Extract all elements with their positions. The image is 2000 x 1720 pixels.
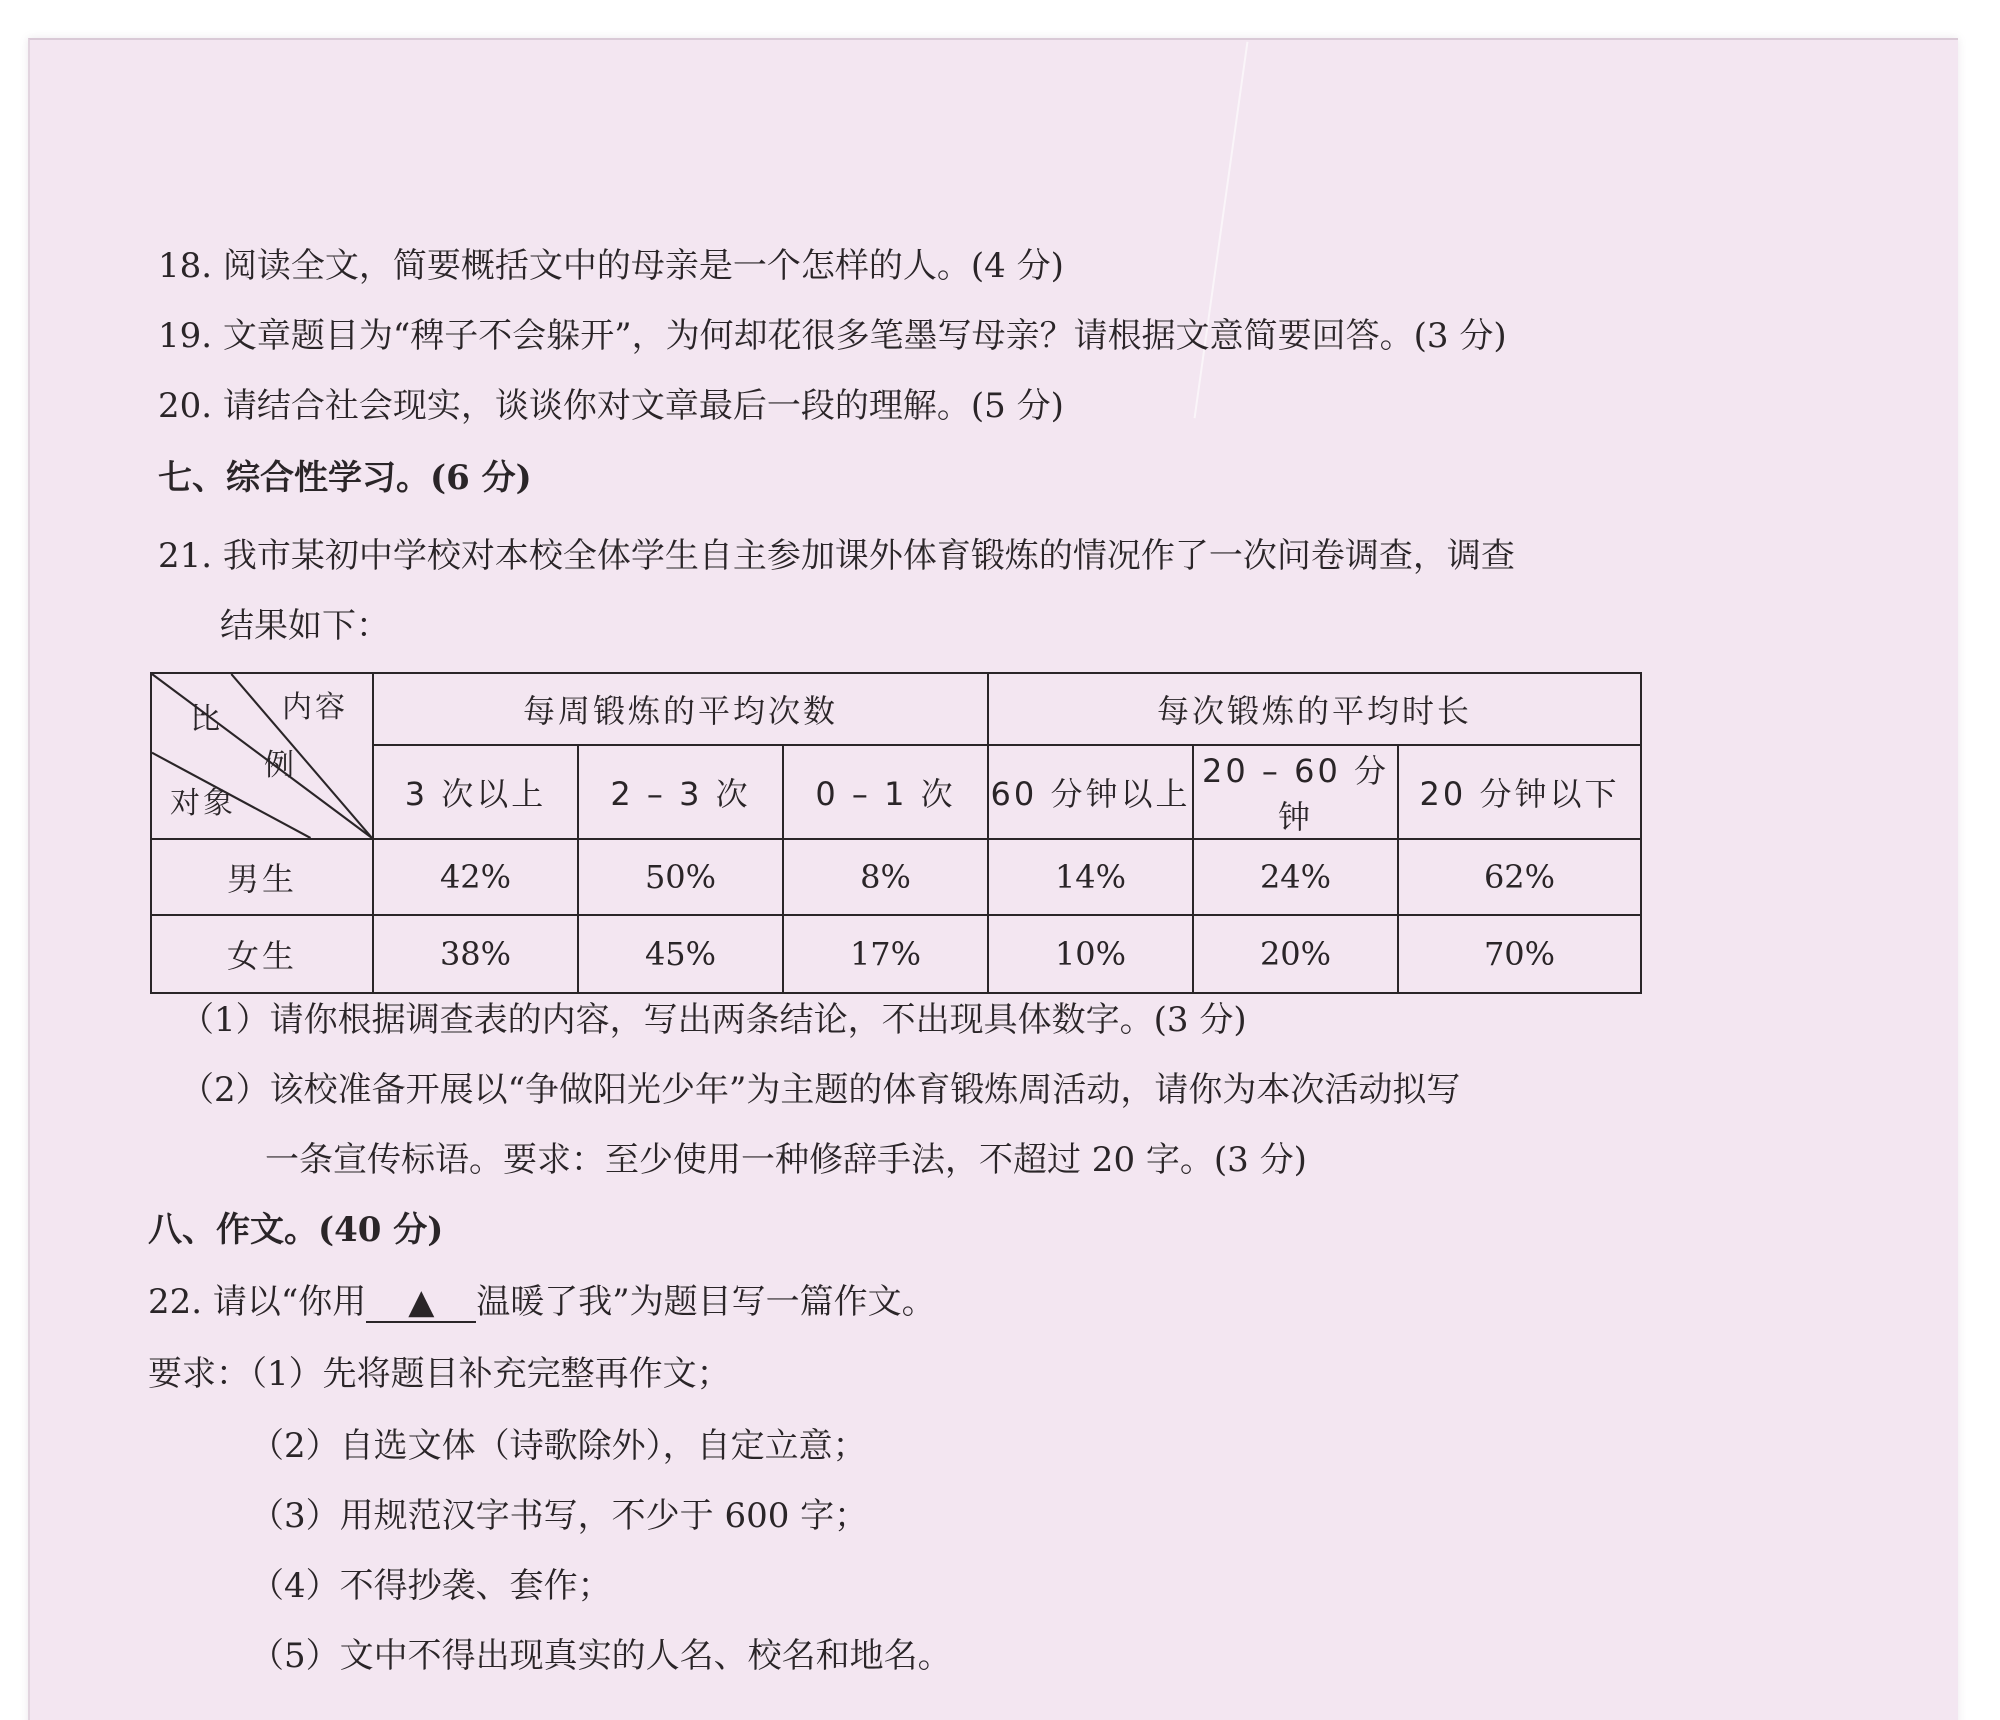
table-row-girls — [151, 915, 1641, 993]
table-corner-header — [151, 673, 373, 839]
requirement-item: （2）自选文体（诗歌除外），自定立意； — [250, 1426, 867, 1466]
question-22 — [148, 1280, 936, 1324]
corner-label-subject: 对象 — [170, 786, 236, 821]
question-21-part-1: （1）请你根据调查表的内容，写出两条结论，不出现具体数字。(3 分) — [180, 1000, 1247, 1040]
requirement-item: （3）用规范汉字书写，不少于 600 字； — [250, 1496, 869, 1536]
requirement-item: （4）不得抄袭、套作； — [250, 1566, 612, 1606]
header-session-duration: 每次锻炼的平均时长 — [988, 673, 1641, 745]
corner-label-ratio-2: 例 — [264, 748, 297, 783]
table-cell: 42% — [373, 839, 578, 915]
header-weekly-frequency: 每周锻炼的平均次数 — [373, 673, 988, 745]
subheader-col-4: 60 分钟以上 — [988, 745, 1193, 839]
table-cell: 10% — [988, 915, 1193, 993]
corner-label-content: 内容 — [282, 690, 348, 725]
question-21-line1: 21. 我市某初中学校对本校全体学生自主参加课外体育锻炼的情况作了一次问卷调查，调查 — [158, 536, 1515, 576]
title-blank: ▲ — [366, 1283, 476, 1323]
question-18: 18. 阅读全文，简要概括文中的母亲是一个怎样的人。(4 分) — [158, 246, 1064, 286]
question-19: 19. 文章题目为“稗子不会躲开”，为何却花很多笔墨写母亲？请根据文意简要回答。(3 分) — [158, 316, 1507, 356]
table-cell: 20% — [1193, 915, 1398, 993]
row-label-girls: 女生 — [151, 915, 373, 993]
question-20: 20. 请结合社会现实，谈谈你对文章最后一段的理解。(5 分) — [158, 386, 1064, 426]
table-cell: 70% — [1398, 915, 1641, 993]
table-cell: 50% — [578, 839, 783, 915]
requirement-item: （5）文中不得出现真实的人名、校名和地名。 — [250, 1636, 952, 1676]
table-row-boys — [151, 839, 1641, 915]
table-cell: 14% — [988, 839, 1193, 915]
requirements-line-1 — [148, 1352, 731, 1396]
subheader-col-3: 0 – 1 次 — [783, 745, 988, 839]
question-21-line2: 结果如下： — [220, 606, 390, 646]
requirements-label: 要求： — [148, 1354, 250, 1394]
subheader-col-2: 2 – 3 次 — [578, 745, 783, 839]
subheader-col-5: 20 – 60 分钟 — [1193, 745, 1398, 839]
corner-label-ratio-1: 比 — [190, 702, 223, 737]
section-7-title: 七、综合性学习。(6 分) — [158, 458, 532, 498]
section-8-title: 八、作文。(40 分) — [148, 1210, 444, 1250]
row-label-boys: 男生 — [151, 839, 373, 915]
requirement-item: （1）先将题目补充完整再作文； — [250, 1354, 731, 1394]
question-22-suffix: 温暖了我”为题目写一篇作文。 — [476, 1282, 936, 1322]
table-cell: 8% — [783, 839, 988, 915]
question-21-part-2-line1: （2）该校准备开展以“争做阳光少年”为主题的体育锻炼周活动，请你为本次活动拟写 — [180, 1070, 1461, 1110]
subheader-col-1: 3 次以上 — [373, 745, 578, 839]
table-cell: 24% — [1193, 839, 1398, 915]
survey-table — [150, 672, 1642, 994]
table-cell: 45% — [578, 915, 783, 993]
subheader-col-6: 20 分钟以下 — [1398, 745, 1641, 839]
question-21-part-2-line2: 一条宣传标语。要求：至少使用一种修辞手法，不超过 20 字。(3 分) — [265, 1140, 1307, 1180]
table-cell: 62% — [1398, 839, 1641, 915]
table-cell: 17% — [783, 915, 988, 993]
table-cell: 38% — [373, 915, 578, 993]
question-22-prefix: 22. 请以“你用 — [148, 1282, 367, 1322]
